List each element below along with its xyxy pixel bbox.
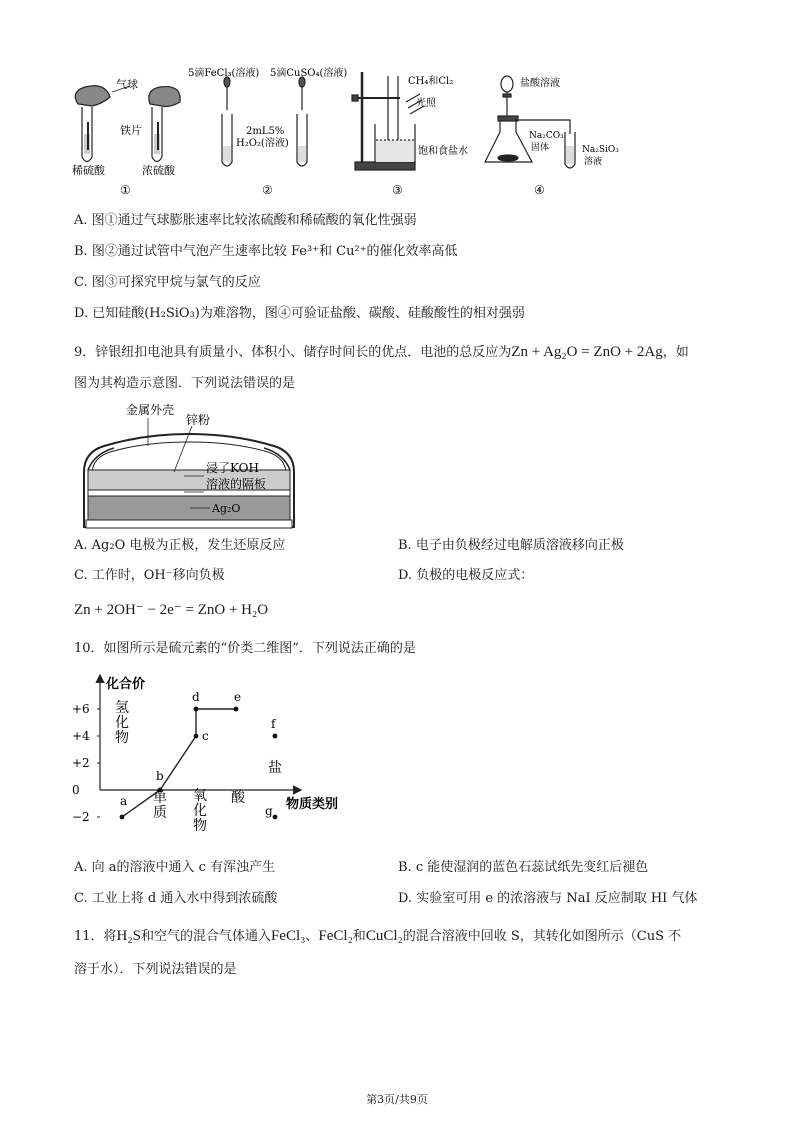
q8-option-c: C. 图③可探究甲烷与氯气的反应 — [74, 275, 261, 290]
category-label — [231, 790, 246, 806]
point-g — [273, 815, 278, 820]
q8-option-b: B. 图②通过试管中气泡产生速率比较 Fe³⁺和 Cu²⁺的催化效率高低 — [74, 244, 458, 259]
q8-figure — [70, 62, 690, 202]
fig4-na2sio3-line1: Na₂SiO₃ — [582, 145, 619, 155]
fig4-na2co3-line2: 固体 — [531, 143, 550, 153]
fig4-na2co3-line1: Na₂CO₃ — [529, 131, 564, 141]
fig3-number: ③ — [392, 183, 403, 197]
fig3-brine-label: 饱和食盐水 — [418, 146, 468, 157]
point-label-a: a — [120, 794, 128, 808]
point-label-f: f — [271, 717, 276, 731]
point-a — [120, 815, 125, 820]
q9-stem-line1 — [74, 343, 689, 362]
fig3-gas-label: CH₄和Cl₂ — [408, 76, 454, 87]
battery-separator-line2: 溶液的隔板 — [206, 477, 267, 491]
q9-option-d: D. 负极的电极反应式： — [398, 568, 534, 583]
category-char: 盐 — [268, 760, 282, 776]
category-char: 酸 — [231, 790, 245, 806]
category-char: 化 — [193, 803, 207, 819]
q10-chart — [70, 668, 360, 848]
q11-stem-line2: 溶于水）．下列说法错误的是 — [74, 962, 237, 977]
q11-cucl2: CuCl₂ — [365, 928, 403, 944]
q11-fecl3: FeCl₃ — [270, 928, 306, 944]
q10-option-c: C. 工业上将 d 通入水中得到浓硫酸 — [74, 891, 278, 906]
fig1-dilute-label: 稀硫酸 — [72, 164, 105, 177]
point-label-e: e — [234, 690, 242, 704]
point-label-c: c — [202, 729, 209, 743]
q11-sep: 、 — [305, 929, 319, 944]
q9-option-c: C. 工作时，OH⁻移向负极 — [74, 568, 225, 583]
q9-option-a: A. Ag₂O 电极为正极，发生还原反应 — [74, 538, 286, 553]
point-e — [234, 707, 239, 712]
y-tick-label: +2 — [72, 756, 90, 770]
battery-drawing — [74, 402, 314, 532]
q10-stem: 10．如图所示是硫元素的“价类二维图”．下列说法正确的是 — [74, 641, 416, 656]
y-tick-label: +6 — [72, 702, 90, 716]
q9-stem-text: 9．锌银纽扣电池具有质量小、体积小、储存时间长的优点．电池的总反应为 — [74, 345, 512, 360]
fig1-conc-label: 浓硫酸 — [142, 164, 175, 177]
point-d — [194, 707, 199, 712]
point-label-b: b — [156, 769, 164, 783]
fig4-apparatus — [485, 76, 575, 168]
category-char: 氢 — [115, 700, 129, 716]
q8-option-a: A. 图①通过气球膨胀速率比较浓硫酸和稀硫酸的氧化性强弱 — [74, 213, 417, 228]
q9-battery-diagram — [74, 402, 314, 532]
category-char: 单 — [153, 790, 167, 806]
apparatus-drawing — [70, 62, 690, 202]
y-tick-label: +4 — [72, 729, 90, 743]
category-label — [193, 788, 207, 834]
q9-option-d-formula: Zn + 2OH⁻ − 2e⁻ = ZnO + H₂O — [74, 602, 269, 618]
category-label — [268, 759, 282, 776]
x-axis-label: 物质类别 — [286, 797, 339, 812]
q9-total-reaction: Zn + Ag₂O = ZnO + 2Ag — [511, 344, 663, 360]
fig4-hcl-label: 盐酸溶液 — [520, 78, 560, 89]
y-axis-label: 化合价 — [106, 677, 146, 692]
q11-stem-mid: 和空气的混合气体通入 — [140, 929, 271, 944]
point-label-d: d — [192, 690, 200, 704]
fig2-h2o2-line1: 2mL5% — [246, 126, 285, 137]
page-footer: 第3页/共9页 — [366, 1093, 428, 1106]
q11-stem-line1 — [74, 927, 681, 946]
point-c — [194, 734, 199, 739]
battery-shell-label: 金属外壳 — [126, 403, 175, 417]
q11-stem-tail: 的混合溶液中回收 S，其转化如图所示（CuS 不 — [402, 929, 682, 944]
valence-category-chart — [70, 668, 360, 848]
y-tick-label: −2 — [72, 810, 90, 824]
category-char: 物 — [193, 818, 207, 834]
category-char: 氧 — [193, 788, 207, 804]
fig1-balloon-label: 气球 — [116, 78, 138, 91]
category-label — [153, 790, 167, 821]
fig4-na2sio3-line2: 溶液 — [584, 157, 603, 167]
fig4-number: ④ — [534, 183, 545, 197]
battery-ag2o-label: Ag₂O — [212, 502, 241, 515]
q10-option-a: A. 向 a的溶液中通入 c 有浑浊产生 — [74, 860, 276, 875]
q9-stem-tail: ，如 — [662, 345, 689, 360]
category-char: 质 — [153, 805, 167, 821]
point-f — [273, 734, 278, 739]
fig2-number: ② — [262, 183, 273, 197]
q11-h2s: H₂S — [116, 928, 141, 944]
q8-option-d: D. 已知硅酸(H₂SiO₃)为难溶物，图④可验证盐酸、碳酸、硅酸酸性的相对强弱 — [74, 306, 525, 321]
fig2-fecl3-label: 5滴FeCl₃(溶液) — [188, 68, 260, 79]
chart-line-b-c — [160, 736, 196, 790]
fig1-number: ① — [120, 183, 131, 197]
q11-stem-text: 11．将 — [74, 929, 117, 944]
q9-option-b: B. 电子由负极经过电解质溶液移向正极 — [398, 538, 624, 553]
category-char: 物 — [115, 730, 129, 746]
category-char: 化 — [115, 715, 129, 731]
fig2-apparatus — [222, 77, 307, 166]
q10-option-b: B. c 能使湿润的蓝色石蕊试纸先变红后褪色 — [398, 860, 649, 875]
battery-separator-line1: 浸了KOH — [206, 461, 259, 475]
fig2-h2o2-line2: H₂O₂(溶液) — [236, 138, 289, 149]
fig2-cuso4-label: 5滴CuSO₄(溶液) — [270, 68, 348, 79]
battery-zinc-label: 锌粉 — [186, 413, 211, 427]
q11-fecl2: FeCl₂ — [318, 928, 353, 944]
fig1-iron-label: 铁片 — [120, 124, 142, 137]
category-label — [115, 700, 129, 746]
fig3-light-label: 光照 — [416, 98, 436, 109]
q9-stem-line2: 图为其构造示意图．下列说法错误的是 — [74, 376, 296, 391]
q10-option-d: D. 实验室可用 e 的浓溶液与 NaI 反应制取 HI 气体 — [398, 891, 698, 906]
q11-and: 和 — [352, 929, 366, 944]
point-label-g: g — [265, 804, 273, 818]
y-tick-label: 0 — [72, 783, 80, 797]
